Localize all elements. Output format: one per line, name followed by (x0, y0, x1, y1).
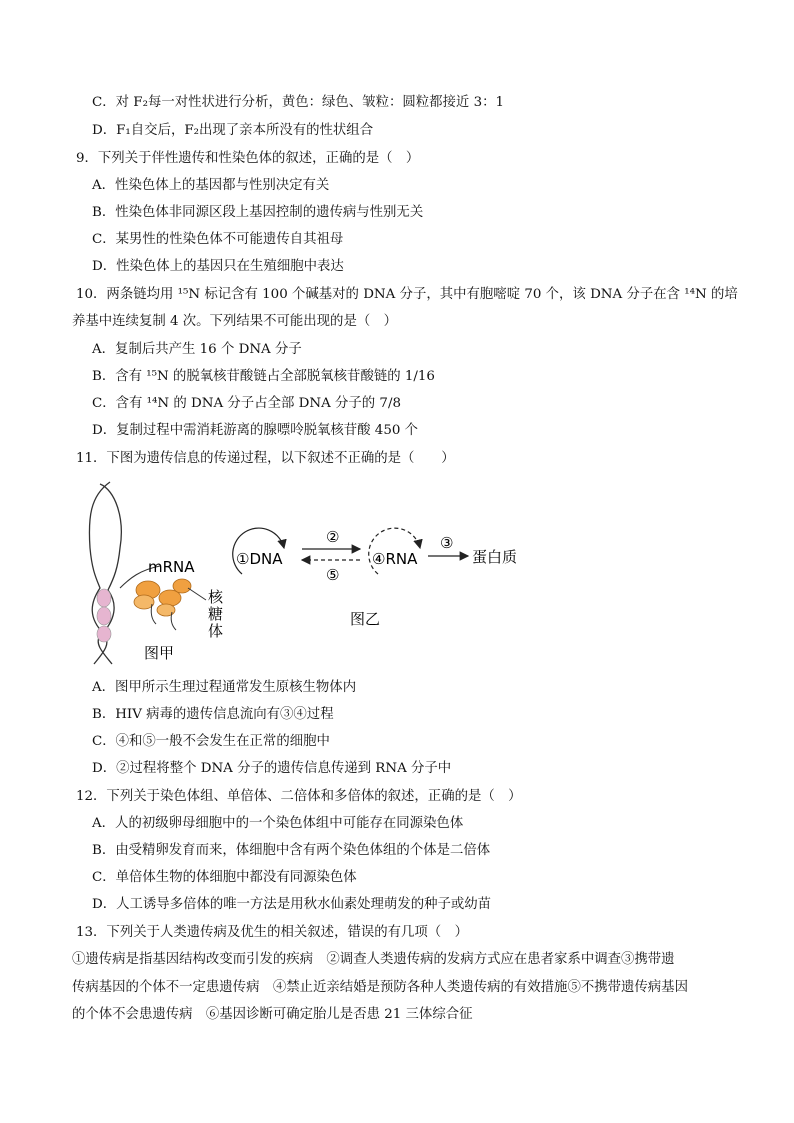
q12-option-d: D．人工诱导多倍体的唯一方法是用秋水仙素处理萌发的种子或幼苗 (92, 897, 492, 912)
arrow-3-label: ③ (440, 534, 454, 552)
q12-option-b: B．由受精卵发育而来，体细胞中含有两个染色体组的个体是二倍体 (92, 843, 491, 858)
ribosome-label-3: 体 (208, 622, 224, 640)
q10-option-c: C．含有 ¹⁴N 的 DNA 分子占全部 DNA 分子的 7/8 (92, 396, 401, 411)
q12-option-c: C．单倍体生物的体细胞中都没有同源染色体 (92, 870, 357, 885)
q11-option-b: B．HIV 病毒的遗传信息流向有③④过程 (92, 707, 334, 722)
ribosome-label-1: 核 (208, 588, 224, 606)
q13-statements-line1: ①遗传病是指基因结构改变而引发的疾病 ②调查人类遗传病的发病方式应在患者家系中调查③携带遗 (72, 952, 675, 967)
line-q8-c: C．对 F₂每一对性状进行分析，黄色：绿色、皱粒：圆粒都接近 3：1 (92, 95, 505, 110)
q11-option-d: D．②过程将整个 DNA 分子的遗传信息传递到 RNA 分子中 (92, 761, 452, 776)
question-13: 13．下列关于人类遗传病及优生的相关叙述，错误的有几项（ ） (76, 925, 468, 940)
question-11: 11．下图为遗传信息的传递过程，以下叙述不正确的是（ ） (76, 451, 455, 466)
dna-helix (97, 589, 111, 642)
q9-option-b: B．性染色体非同源区段上基因控制的遗传病与性别无关 (92, 205, 424, 220)
ribosome-label-2: 糖 (208, 605, 224, 623)
ribosome-3 (173, 579, 191, 593)
question-12: 12．下列关于染色体组、单倍体、二倍体和多倍体的叙述，正确的是（ ） (76, 789, 522, 804)
q13-statements-line2: 传病基因的个体不一定患遗传病 ④禁止近亲结婚是预防各种人类遗传病的有效措施⑤不携带遗传病基因 (72, 980, 688, 995)
rna-node: ④RNA (372, 550, 418, 568)
q11-option-c: C．④和⑤一般不会发生在正常的细胞中 (92, 734, 330, 749)
arrow-5-label: ⑤ (326, 566, 340, 584)
figure-jia (60, 478, 240, 666)
q12-option-a: A．人的初级卵母细胞中的一个染色体组中可能存在同源染色体 (92, 816, 464, 831)
arrow-2-label: ② (326, 528, 340, 546)
q10-option-a: A．复制后共产生 16 个 DNA 分子 (92, 342, 302, 357)
figure-yi (228, 520, 538, 630)
question-10-line2: 养基中连续复制 4 次。下列结果不可能出现的是（ ） (72, 314, 398, 329)
dna-node: ①DNA (236, 550, 283, 568)
q10-option-b: B．含有 ¹⁵N 的脱氧核苷酸链占全部脱氧核苷酸链的 1/16 (92, 369, 435, 384)
line-q8-d: D．F₁自交后，F₂出现了亲本所没有的性状组合 (92, 123, 374, 138)
q9-option-a: A．性染色体上的基因都与性别决定有关 (92, 178, 330, 193)
figure-yi-caption: 图乙 (350, 610, 381, 628)
q9-option-d: D．性染色体上的基因只在生殖细胞中表达 (92, 259, 344, 274)
figure-jia-caption: 图甲 (144, 644, 175, 662)
protein-node: 蛋白质 (472, 548, 518, 566)
question-9: 9．下列关于伴性遗传和性染色体的叙述，正确的是（ ） (76, 151, 420, 166)
q11-option-a: A．图甲所示生理过程通常发生原核生物体内 (92, 680, 357, 695)
ribosome-group (134, 579, 191, 616)
q9-option-c: C．某男性的性染色体不可能遗传自其祖母 (92, 232, 344, 247)
q13-statements-line3: 的个体不会患遗传病 ⑥基因诊断可确定胎儿是否患 21 三体综合征 (72, 1007, 473, 1022)
mrna-label: mRNA (148, 558, 195, 576)
question-10-line1: 10．两条链均用 ¹⁵N 标记含有 100 个碱基对的 DNA 分子，其中有胞嘧啶 70 个，该 DNA 分子在含 ¹⁴N 的培 (76, 287, 738, 302)
q10-option-d: D．复制过程中需消耗游离的腺嘌呤脱氧核苷酸 450 个 (92, 423, 419, 438)
